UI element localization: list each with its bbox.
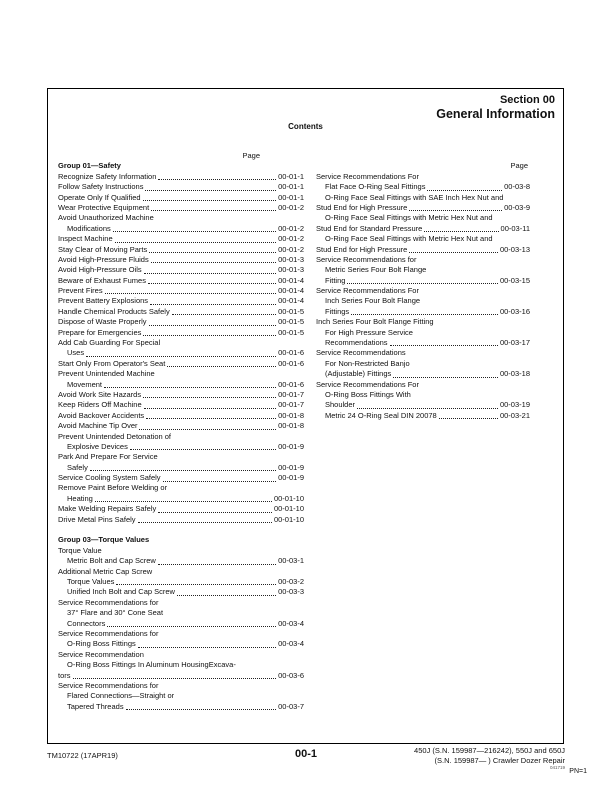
toc-entry [58, 463, 304, 473]
toc-entry [58, 452, 304, 462]
toc-entry-page: 00-01-9 [278, 473, 304, 483]
toc-entry-page: 00-03-13 [499, 244, 530, 254]
toc-entry-page: 00-01-10 [273, 504, 304, 514]
toc-entry-title: Service Recommendations For [316, 379, 419, 389]
dot-leader [409, 210, 502, 211]
toc-entry-title: Inspect Machine [58, 234, 113, 244]
toc-entry-page: 00-03-3 [278, 587, 304, 597]
dot-leader [347, 283, 498, 284]
toc-column-left [58, 151, 304, 712]
dot-leader [90, 470, 276, 471]
toc-entry-page: 00-03-4 [278, 639, 304, 649]
toc-entry [58, 608, 304, 618]
toc-entry [58, 650, 304, 660]
toc-entry [316, 359, 530, 369]
toc-entry [58, 504, 304, 514]
toc-entry-title: Avoid Backover Accidents [58, 410, 145, 420]
toc-entry-title: Avoid Work Site Hazards [58, 389, 142, 399]
toc-entry-page: 00-01-7 [278, 389, 304, 399]
toc-entry-title: O-Ring Face Seal Fittings with SAE Inch Hex Nut and [325, 192, 504, 202]
toc-entry [58, 660, 304, 670]
page-border-frame [47, 88, 564, 744]
toc-entry-page: 00-01-5 [278, 327, 304, 337]
toc-entry-title: Explosive Devices [67, 441, 128, 451]
dot-leader [149, 325, 277, 326]
dot-leader [86, 356, 276, 357]
toc-entry [316, 193, 530, 203]
toc-entry-page: 00-03-16 [499, 306, 530, 316]
dot-leader [126, 709, 277, 710]
toc-entry-page: 00-03-21 [499, 410, 530, 420]
toc-entry-title: Keep Riders Off Machine [58, 400, 142, 410]
toc-entry [58, 286, 304, 296]
toc-entry [316, 224, 530, 234]
toc-entry-page: 00-01-7 [278, 400, 304, 410]
section-number: Section 00 [499, 94, 555, 106]
dot-leader [150, 304, 276, 305]
toc-entry [58, 629, 304, 639]
toc-column-right [316, 151, 530, 421]
toc-entry-title: Service Recommendations [316, 348, 406, 358]
toc-entry-page: 00-03-8 [504, 182, 530, 192]
toc-entry-title: Metric 24 O-Ring Seal DIN 20078 [325, 410, 437, 420]
dot-leader [145, 190, 276, 191]
toc-entry-title: O-Ring Boss Fittings In Aluminum HousingExcava- [67, 660, 236, 670]
toc-entry-page: 00-01-1 [278, 192, 304, 202]
dot-leader [148, 283, 276, 284]
toc-entry-title: Inch Series Four Bolt Flange Fitting [316, 317, 434, 327]
dot-leader [138, 647, 276, 648]
toc-entry [316, 328, 530, 338]
toc-entry-title: Stud End for High Pressure [316, 244, 408, 254]
dot-leader [130, 449, 276, 450]
toc-entry [58, 639, 304, 649]
toc-entry-page: 00-01-4 [278, 286, 304, 296]
toc-entry [58, 598, 304, 608]
dot-leader [158, 512, 272, 513]
toc-entry-page: 00-01-1 [278, 182, 304, 192]
toc-entry-title: Flared Connections—Straight or [67, 691, 175, 701]
toc-entry-page: 00-01-10 [273, 493, 304, 503]
toc-entry-title: Prevent Unintended Machine [58, 369, 155, 379]
toc-entry-page: 00-03-15 [499, 275, 530, 285]
toc-entry-title: Service Recommendations for [316, 254, 417, 264]
toc-entry-page: 00-01-10 [273, 514, 304, 524]
dot-leader [158, 564, 276, 565]
toc-entry-page: 00-01-5 [278, 306, 304, 316]
toc-entry-title: Wear Protective Equipment [58, 202, 150, 212]
toc-entry-title: Prevent Fires [58, 286, 103, 296]
toc-entry-title: Start Only From Operator's Seat [58, 358, 166, 368]
dot-leader [151, 262, 276, 263]
toc-entry [58, 224, 304, 234]
toc-entry [58, 390, 304, 400]
toc-entry [316, 296, 530, 306]
toc-entry-page: 00-01-3 [278, 254, 304, 264]
toc-entry-page: 00-03-9 [504, 202, 530, 212]
toc-entry [316, 338, 530, 348]
toc-entry [316, 213, 530, 223]
toc-entry [316, 411, 530, 421]
footer-doc-id: TM10722 (17APR19) [47, 751, 118, 760]
dot-leader [393, 377, 498, 378]
toc-entry [58, 556, 304, 566]
toc-entry [58, 432, 304, 442]
toc-entry [58, 577, 304, 587]
toc-entry [316, 234, 530, 244]
toc-entry [316, 255, 530, 265]
toc-entry [316, 245, 530, 255]
dot-leader [73, 678, 277, 679]
toc-entry-title: Avoid Unauthorized Machine [58, 213, 154, 223]
toc-entry-title: Group 01—Safety [58, 161, 121, 171]
toc-entry-page: 00-03-11 [500, 223, 530, 233]
toc-entry [58, 203, 304, 213]
toc-entry [58, 172, 304, 182]
toc-entry-page: 00-01-6 [278, 358, 304, 368]
toc-entry [58, 587, 304, 597]
toc-entry [58, 400, 304, 410]
toc-entry-title: Drive Metal Pins Safely [58, 514, 136, 524]
toc-entry-title: Flat Face O-Ring Seal Fittings [325, 182, 426, 192]
toc-entry [58, 276, 304, 286]
toc-entry [58, 442, 304, 452]
toc-entry [58, 369, 304, 379]
toc-entry-title: Service Recommendations For [316, 286, 419, 296]
toc-entry-title: Recommendations [325, 338, 388, 348]
toc-entry-title: Shoulder [325, 400, 356, 410]
toc-entry-title: 37° Flare and 30° Cone Seat [67, 608, 164, 618]
toc-entry-title: Modifications [67, 223, 111, 233]
toc-entry [58, 265, 304, 275]
toc-entry [316, 276, 530, 286]
toc-entry [316, 172, 530, 182]
toc-entry [58, 182, 304, 192]
toc-entry-title: Heating [67, 493, 93, 503]
contents-heading: Contents [288, 122, 323, 131]
dot-leader [146, 418, 276, 419]
toc-entry-page: 00-03-1 [278, 556, 304, 566]
footer-page-number: 00-1 [294, 748, 318, 760]
toc-entry [316, 307, 530, 317]
dot-leader [163, 481, 277, 482]
toc-entry-title: Dispose of Waste Properly [58, 317, 147, 327]
toc-entry [316, 182, 530, 192]
toc-entry [58, 317, 304, 327]
dot-leader [144, 408, 276, 409]
toc-entry [316, 380, 530, 390]
toc-entry-title: Movement [67, 379, 103, 389]
toc-entry-page: 00-01-9 [278, 441, 304, 451]
dot-leader [357, 408, 498, 409]
footer-model-line1: 450J (S.N. 159987—216242), 550J and 650J [414, 746, 565, 755]
toc-entry-title: Service Cooling System Safely [58, 473, 161, 483]
toc-entry-title: Prevent Unintended Detonation of [58, 431, 171, 441]
dot-leader [144, 273, 276, 274]
toc-entry-title: Inch Series Four Bolt Flange [325, 296, 421, 306]
toc-entry [58, 213, 304, 223]
toc-entry [58, 515, 304, 525]
dot-leader [151, 210, 276, 211]
toc-entry [58, 411, 304, 421]
toc-entry [58, 567, 304, 577]
toc-entry-title: Park And Prepare For Service [58, 452, 158, 462]
dot-leader [143, 335, 276, 336]
section-header [436, 94, 555, 122]
toc-entry-title: Add Cab Guarding For Special [58, 338, 161, 348]
toc-entry [58, 702, 304, 712]
footer-model-line2: (S.N. 159987— ) Crawler Dozer Repair [434, 755, 565, 765]
toc-entry-title: Connectors [67, 618, 106, 628]
dot-leader [95, 501, 272, 502]
toc-entry-page: 00-01-8 [278, 410, 304, 420]
toc-entry-page: 00-01-6 [278, 379, 304, 389]
toc-entry-title: Stay Clear of Moving Parts [58, 244, 148, 254]
toc-entry [58, 193, 304, 203]
toc-entry [316, 203, 530, 213]
toc-entry-title: Avoid High-Pressure Fluids [58, 254, 149, 264]
dot-leader [351, 314, 498, 315]
dot-leader [104, 387, 276, 388]
toc-entry [316, 400, 530, 410]
dot-leader [167, 366, 276, 367]
toc-entry-page: 00-01-9 [278, 462, 304, 472]
toc-entry-title: Follow Safety Instructions [58, 182, 144, 192]
toc-entry-page: 00-01-2 [278, 223, 304, 233]
dot-leader [113, 231, 276, 232]
toc-entry-title: Uses [67, 348, 85, 358]
toc-entry-title: Prevent Battery Explosions [58, 296, 149, 306]
toc-entry-title: For High Pressure Service [325, 327, 413, 337]
toc-entry-title: Prepare for Emergencies [58, 327, 142, 337]
toc-entry-title: For Non-Restricted Banjo [325, 358, 410, 368]
section-title: General Information [436, 107, 555, 121]
footer-print-code: 041719 [549, 765, 565, 771]
toc-entry-page: 00-03-7 [278, 701, 304, 711]
toc-entry-title: Safely [67, 462, 88, 472]
toc-entry [58, 338, 304, 348]
page-column-label-right: Page [510, 161, 528, 171]
toc-entry-title: O-Ring Boss Fittings With [325, 389, 411, 399]
dot-leader [409, 252, 498, 253]
toc-entry-page: 00-01-4 [278, 296, 304, 306]
toc-entry-page: 00-03-19 [499, 400, 530, 410]
toc-entry [316, 317, 530, 327]
footer-pn-number: PN=1 [569, 768, 587, 775]
dot-leader [427, 190, 502, 191]
dot-leader [143, 200, 277, 201]
toc-entry [58, 691, 304, 701]
dot-leader [138, 522, 272, 523]
dot-leader [105, 293, 277, 294]
toc-entry [316, 286, 530, 296]
toc-entry-page: 00-01-2 [278, 234, 304, 244]
toc-entry-title: Stud End for Standard Pressure [316, 223, 423, 233]
toc-entry-title: Service Recommendations for [58, 597, 159, 607]
dot-leader [390, 345, 498, 346]
toc-entry-page: 00-01-1 [278, 171, 304, 181]
toc-entry-page: 00-01-5 [278, 317, 304, 327]
toc-entry-title: Torque Values [67, 577, 115, 586]
toc-entry-title: O-Ring Face Seal Fittings with Metric Hex Nut and [325, 213, 493, 223]
toc-entry-title: Remove Paint Before Welding or [58, 483, 168, 493]
toc-entry [58, 307, 304, 317]
toc-entry-title: Fittings [325, 306, 350, 316]
toc-entry [58, 348, 304, 358]
toc-entry-title: Tapered Threads [67, 701, 124, 711]
toc-entry-title: O-Ring Face Seal Fittings with Metric Hex Nut and [325, 234, 493, 244]
toc-entry-title: Stud End for High Pressure [316, 202, 408, 212]
toc-entry [316, 265, 530, 275]
toc-entry [58, 473, 304, 483]
toc-group-heading [58, 535, 304, 545]
toc-entry-title: Service Recommendations For [316, 171, 419, 181]
toc-entry-title: Service Recommendations for [58, 628, 159, 638]
toc-entry [58, 380, 304, 390]
toc-entry-page: 00-01-4 [278, 275, 304, 285]
toc-entry-page: 00-03-17 [499, 338, 530, 348]
toc-entry-title: Make Welding Repairs Safely [58, 504, 157, 514]
toc-entry [58, 619, 304, 629]
toc-entry-title: Metric Series Four Bolt Flange [325, 265, 427, 275]
toc-entry-title: Service Recommendations for [58, 680, 159, 690]
dot-leader [424, 231, 498, 232]
toc-entry-title: Additional Metric Cap Screw [58, 566, 153, 576]
toc-entry [58, 296, 304, 306]
toc-entry-title: Group 03—Torque Values [58, 535, 150, 545]
dot-leader [143, 397, 276, 398]
dot-leader [139, 429, 276, 430]
toc-entry-title: tors [58, 670, 71, 680]
toc-entry-title: Handle Chemical Products Safely [58, 306, 170, 316]
toc-entry-page: 00-03-6 [278, 670, 304, 680]
dot-leader [115, 242, 277, 243]
toc-entry-page: 00-03-2 [278, 577, 304, 586]
toc-entry [58, 484, 304, 494]
dot-leader [172, 314, 276, 315]
dot-leader [116, 584, 276, 585]
toc-entry-page: 00-01-2 [278, 202, 304, 212]
dot-leader [177, 595, 276, 596]
toc-group-heading [58, 161, 304, 171]
toc-entry [316, 348, 530, 358]
dot-leader [107, 626, 276, 627]
toc-entry-title: Metric Bolt and Cap Screw [67, 556, 156, 566]
toc-entry-title: Avoid Machine Tip Over [58, 421, 138, 431]
toc-entry-title: Avoid High-Pressure Oils [58, 265, 142, 275]
toc-entry-page: 00-01-3 [278, 265, 304, 275]
toc-entry [58, 681, 304, 691]
toc-entry-title: (Adjustable) Fittings [325, 369, 392, 379]
toc-entry [58, 255, 304, 265]
toc-entry-page: 00-01-6 [278, 348, 304, 358]
toc-entry-page: 00-01-2 [278, 244, 304, 254]
toc-entry-title: Recognize Safety Information [58, 171, 157, 181]
toc-entry [58, 245, 304, 255]
dot-leader [149, 252, 276, 253]
toc-entry [58, 328, 304, 338]
toc-entry [316, 369, 530, 379]
toc-entry-title: Operate Only If Qualified [58, 192, 141, 202]
toc-entry [58, 359, 304, 369]
toc-entry-title: Beware of Exhaust Fumes [58, 275, 146, 285]
toc-entry-title: O-Ring Boss Fittings [67, 639, 136, 649]
toc-entry [58, 494, 304, 504]
footer-model-info [414, 746, 565, 771]
toc-entry [58, 421, 304, 431]
toc-entry-title: Unified Inch Bolt and Cap Screw [67, 587, 175, 597]
toc-entry [58, 234, 304, 244]
toc-entry-title: Torque Value [58, 545, 102, 555]
toc-entry [58, 546, 304, 556]
toc-entry [316, 390, 530, 400]
dot-leader [158, 179, 276, 180]
page-column-label-left: Page [242, 151, 260, 160]
toc-entry-title: Fitting [325, 275, 346, 285]
toc-entry-page: 00-03-18 [499, 369, 530, 379]
toc-entry-page: 00-03-4 [278, 618, 304, 628]
toc-entry [58, 671, 304, 681]
toc-entry-title: Service Recommendation [58, 649, 144, 659]
toc-entry-page: 00-01-8 [278, 421, 304, 431]
dot-leader [439, 418, 498, 419]
